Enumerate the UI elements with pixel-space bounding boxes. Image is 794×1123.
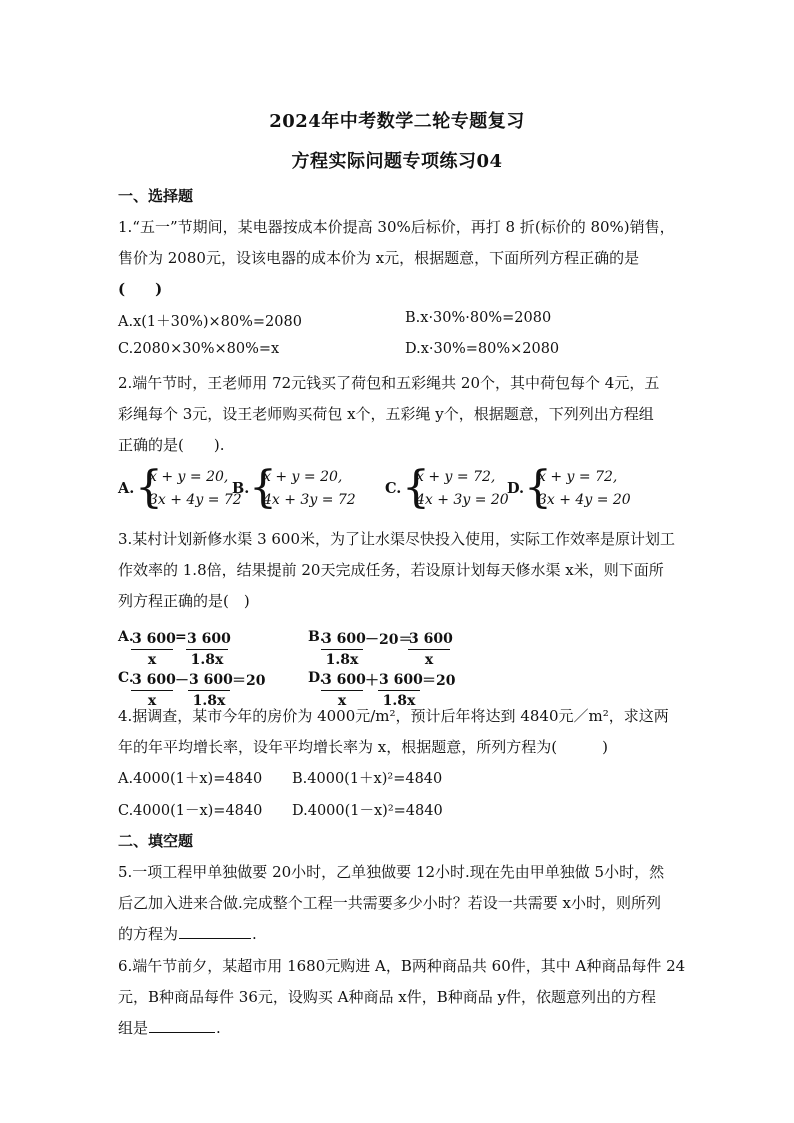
numerator: 3 600 — [379, 672, 423, 688]
question-4-line-2: 年的年平均增长率，设年平均增长率为 x，根据题意，所列方程为( ) — [118, 738, 608, 756]
operator: ＋ — [365, 673, 379, 689]
question-3-line-2: 作效率的 1.8倍，结果提前 20天完成任务，若设原计划每天修水渠 x米，则下面所 — [118, 561, 664, 579]
option-label: D. — [308, 670, 325, 686]
equation: 3x + 4y = 72 — [149, 492, 242, 508]
option-label: B. — [232, 480, 250, 497]
question-4-option-c: C.4000(1－x)=4840 — [118, 803, 263, 819]
option-label: A. — [118, 629, 134, 645]
operator: － — [175, 673, 189, 689]
section-heading-choice: 一、选择题 — [118, 187, 194, 205]
question-1-line-3: ( ) — [118, 280, 163, 298]
question-2-option-a — [118, 462, 242, 513]
question-4-line-1: 4.据调查，某市今年的房价为 4000元/m²，预计后年将达到 4840元／m²，求这两 — [118, 707, 669, 725]
question-1-line-2: 售价为 2080元，设该电器的成本价为 x元，根据题意，下面所列方程正确的是 — [118, 249, 640, 267]
question-3-option-a — [118, 617, 268, 668]
numerator: 3 600 — [322, 631, 366, 647]
answer-blank[interactable] — [179, 924, 251, 939]
question-6-line-3 — [118, 1017, 221, 1038]
question-3-line-3: 列方程正确的是( ) — [118, 592, 250, 610]
question-1-line-1: 1.“五一”节期间，某电器按成本价提高 30%后标价，再打 8 折(标价的 80%)销售， — [118, 218, 675, 236]
question-2-option-d — [507, 462, 631, 513]
equation: 4x + 3y = 72 — [263, 492, 356, 508]
question-1-option-c: C.2080×30%×80%=x — [118, 341, 280, 357]
page-subtitle: 方程实际问题专项练习04 — [291, 151, 503, 172]
question-5-line-2: 后乙加入进来合做.完成整个工程一共需要多少小时？若设一共需要 x小时，则所列 — [118, 894, 661, 912]
equation: x + y = 20, — [263, 469, 343, 485]
equation: x + y = 72, — [538, 469, 618, 485]
numerator: 3 600 — [189, 672, 233, 688]
question-4-option-d: D.4000(1－x)²=4840 — [292, 803, 443, 819]
question-3-option-c — [118, 658, 278, 709]
section-heading-fill-in: 二、填空题 — [118, 832, 194, 850]
numerator: 3 600 — [132, 672, 176, 688]
equation-tail: ＝20 — [422, 673, 456, 689]
denominator: 1.8x — [192, 693, 226, 709]
question-1-option-d: D.x·30%=80%×2080 — [405, 341, 560, 357]
option-label: D. — [507, 480, 525, 497]
denominator: 1.8x — [190, 652, 224, 668]
brace-symbol: { — [135, 462, 163, 513]
question-2-option-c — [385, 462, 509, 513]
equation: x + y = 20, — [149, 469, 229, 485]
question-5-line-3 — [118, 923, 257, 944]
question-6-line-2: 元，B种商品每件 36元，设购买 A种商品 x件，B种商品 y件，依题意列出的方程 — [118, 988, 656, 1006]
question-1-option-b: B.x·30%·80%=2080 — [405, 310, 552, 326]
question-6-line-1: 6.端午节前夕，某超市用 1680元购进 A，B两种商品共 60件，其中 A种商品每件 24 — [118, 957, 686, 975]
question-3-line-1: 3.某村计划新修水渠 3 600米，为了让水渠尽快投入使用，实际工作效率是原计划工 — [118, 530, 676, 548]
brace-symbol: { — [402, 462, 430, 513]
question-4-option-b: B.4000(1＋x)²=4840 — [292, 771, 443, 787]
denominator: x — [147, 652, 157, 668]
option-label: B. — [308, 629, 325, 645]
denominator: x — [147, 693, 157, 709]
denominator: 1.8x — [382, 693, 416, 709]
option-label: A. — [118, 480, 135, 497]
equation-tail: ＝20 — [232, 673, 266, 689]
page-title: 2024年中考数学二轮专题复习 — [269, 111, 525, 132]
period: . — [216, 1019, 221, 1037]
equation: 4x + 3y = 20 — [416, 492, 509, 508]
denominator: 1.8x — [325, 652, 359, 668]
brace-symbol: { — [524, 462, 552, 513]
question-2-line-2: 彩绳每个 3元，设王老师购买荷包 x个，五彩绳 y个，根据题意，下列列出方程组 — [118, 405, 654, 423]
question-3-option-d — [308, 658, 468, 709]
denominator: x — [424, 652, 434, 668]
denominator: x — [337, 693, 347, 709]
equation: x + y = 72, — [416, 469, 496, 485]
operator: = — [175, 629, 187, 645]
question-1-option-a: A.x(1＋30%)×80%=2080 — [118, 314, 302, 330]
question-3-option-b — [308, 617, 468, 668]
question-5-prompt: 的方程为 — [118, 925, 179, 943]
question-2-line-1: 2.端午节时，王老师用 72元钱买了荷包和五彩绳共 20个，其中荷包每个 4元，五 — [118, 374, 660, 392]
numerator: 3 600 — [187, 631, 231, 647]
operator: －20＝ — [365, 632, 413, 648]
numerator: 3 600 — [409, 631, 453, 647]
option-label: C. — [118, 670, 134, 686]
period: . — [252, 925, 257, 943]
equation: 3x + 4y = 20 — [538, 492, 631, 508]
numerator: 3 600 — [132, 631, 176, 647]
question-5-line-1: 5.一项工程甲单独做要 20小时，乙单独做要 12小时.现在先由甲单独做 5小时，然 — [118, 863, 665, 881]
question-4-option-a: A.4000(1＋x)=4840 — [118, 771, 263, 787]
question-6-prompt: 组是 — [118, 1019, 149, 1037]
brace-symbol: { — [249, 462, 277, 513]
option-label: C. — [385, 480, 402, 497]
question-2-line-3: 正确的是( ). — [118, 436, 225, 454]
question-2-option-b — [232, 462, 356, 513]
numerator: 3 600 — [322, 672, 366, 688]
answer-blank[interactable] — [149, 1018, 215, 1033]
